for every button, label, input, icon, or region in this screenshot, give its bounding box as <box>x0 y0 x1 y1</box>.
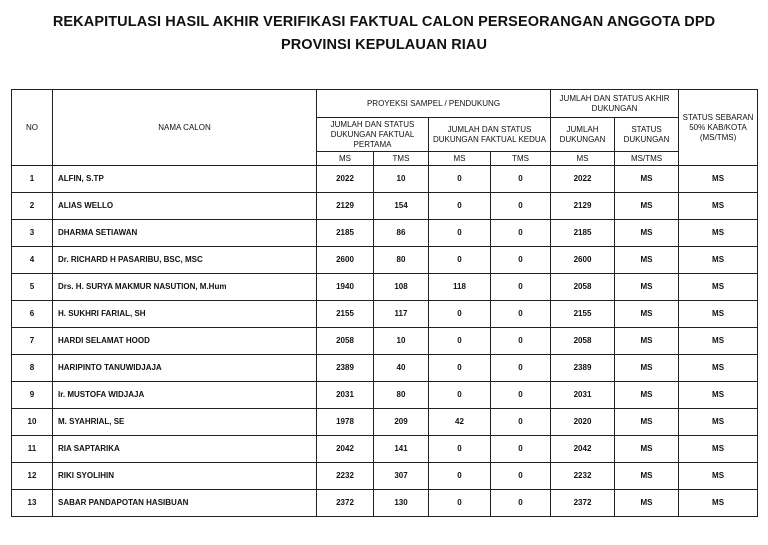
row-ms-kedua: 0 <box>429 220 491 247</box>
row-nama-calon: SABAR PANDAPOTAN HASIBUAN <box>53 490 317 517</box>
row-jumlah-dukungan: 2042 <box>551 436 615 463</box>
row-status-dukungan: MS <box>615 490 679 517</box>
row-status-dukungan: MS <box>615 355 679 382</box>
row-no: 6 <box>12 301 53 328</box>
row-ms-pertama: 2372 <box>317 490 374 517</box>
row-tms-kedua: 0 <box>491 409 551 436</box>
header-no: NO <box>12 90 53 166</box>
header-nama-calon: NAMA CALON <box>53 90 317 166</box>
table-row <box>12 382 758 409</box>
row-status-sebaran: MS <box>679 355 758 382</box>
row-tms-kedua: 0 <box>491 436 551 463</box>
row-no: 5 <box>12 274 53 301</box>
row-status-dukungan: MS <box>615 274 679 301</box>
row-jumlah-dukungan: 2129 <box>551 193 615 220</box>
row-tms-pertama: 80 <box>374 382 429 409</box>
row-ms-kedua: 0 <box>429 193 491 220</box>
row-tms-kedua: 0 <box>491 328 551 355</box>
row-nama-calon: ALFIN, S.TP <box>53 166 317 193</box>
row-tms-pertama: 154 <box>374 193 429 220</box>
row-tms-pertama: 117 <box>374 301 429 328</box>
row-tms-pertama: 10 <box>374 328 429 355</box>
row-ms-kedua: 0 <box>429 247 491 274</box>
row-jumlah-dukungan: 2031 <box>551 382 615 409</box>
table-row <box>12 355 758 382</box>
row-tms-kedua: 0 <box>491 220 551 247</box>
row-ms-pertama: 2058 <box>317 328 374 355</box>
table-row <box>12 193 758 220</box>
row-ms-pertama: 1940 <box>317 274 374 301</box>
row-ms-pertama: 2042 <box>317 436 374 463</box>
row-ms-kedua: 0 <box>429 166 491 193</box>
row-jumlah-dukungan: 2058 <box>551 328 615 355</box>
row-nama-calon: HARDI SELAMAT HOOD <box>53 328 317 355</box>
row-tms-pertama: 108 <box>374 274 429 301</box>
row-jumlah-dukungan: 2389 <box>551 355 615 382</box>
row-ms-kedua: 0 <box>429 463 491 490</box>
row-jumlah-dukungan: 2022 <box>551 166 615 193</box>
row-tms-kedua: 0 <box>491 166 551 193</box>
row-tms-kedua: 0 <box>491 382 551 409</box>
row-jumlah-dukungan: 2185 <box>551 220 615 247</box>
row-ms-pertama: 2185 <box>317 220 374 247</box>
row-ms-kedua: 0 <box>429 436 491 463</box>
row-nama-calon: RIKI SYOLIHIN <box>53 463 317 490</box>
row-status-sebaran: MS <box>679 166 758 193</box>
row-no: 13 <box>12 490 53 517</box>
row-ms-kedua: 0 <box>429 328 491 355</box>
row-tms-pertama: 307 <box>374 463 429 490</box>
row-tms-pertama: 40 <box>374 355 429 382</box>
row-tms-kedua: 0 <box>491 247 551 274</box>
row-ms-kedua: 118 <box>429 274 491 301</box>
table-row <box>12 409 758 436</box>
row-status-sebaran: MS <box>679 490 758 517</box>
row-ms-kedua: 0 <box>429 301 491 328</box>
row-status-dukungan: MS <box>615 301 679 328</box>
table-row <box>12 220 758 247</box>
row-tms-kedua: 0 <box>491 463 551 490</box>
row-tms-kedua: 0 <box>491 355 551 382</box>
row-status-dukungan: MS <box>615 463 679 490</box>
row-tms-kedua: 0 <box>491 301 551 328</box>
header-status-dukungan: STATUS DUKUNGAN <box>615 118 679 152</box>
recap-table <box>11 89 758 517</box>
row-nama-calon: Ir. MUSTOFA WIDJAJA <box>53 382 317 409</box>
document-title: REKAPITULASI HASIL AKHIR VERIFIKASI FAKTUAL CALON PERSEORANGAN ANGGOTA DPD <box>52 14 716 30</box>
row-status-sebaran: MS <box>679 409 758 436</box>
row-jumlah-dukungan: 2020 <box>551 409 615 436</box>
header-faktual-pertama: JUMLAH DAN STATUS DUKUNGAN FAKTUAL PERTAMA <box>317 118 429 152</box>
row-no: 11 <box>12 436 53 463</box>
row-ms-pertama: 1978 <box>317 409 374 436</box>
row-status-dukungan: MS <box>615 382 679 409</box>
row-ms-pertama: 2022 <box>317 166 374 193</box>
row-status-sebaran: MS <box>679 382 758 409</box>
row-tms-pertama: 209 <box>374 409 429 436</box>
row-tms-pertama: 86 <box>374 220 429 247</box>
row-nama-calon: Drs. H. SURYA MAKMUR NASUTION, M.Hum <box>53 274 317 301</box>
row-ms-pertama: 2129 <box>317 193 374 220</box>
row-no: 4 <box>12 247 53 274</box>
row-no: 12 <box>12 463 53 490</box>
header-ms-jumlah: MS <box>551 152 615 166</box>
row-jumlah-dukungan: 2155 <box>551 301 615 328</box>
header-ms-pertama: MS <box>317 152 374 166</box>
row-status-sebaran: MS <box>679 220 758 247</box>
table-row <box>12 301 758 328</box>
row-status-sebaran: MS <box>679 301 758 328</box>
row-ms-pertama: 2155 <box>317 301 374 328</box>
table-row <box>12 247 758 274</box>
row-tms-pertama: 130 <box>374 490 429 517</box>
row-no: 9 <box>12 382 53 409</box>
header-jumlah-dukungan: JUMLAH DUKUNGAN <box>551 118 615 152</box>
row-ms-pertama: 2232 <box>317 463 374 490</box>
row-no: 3 <box>12 220 53 247</box>
row-status-sebaran: MS <box>679 436 758 463</box>
row-ms-pertama: 2600 <box>317 247 374 274</box>
table-header <box>12 90 758 166</box>
row-no: 10 <box>12 409 53 436</box>
row-status-dukungan: MS <box>615 193 679 220</box>
row-nama-calon: Dr. RICHARD H PASARIBU, BSC, MSC <box>53 247 317 274</box>
row-status-dukungan: MS <box>615 166 679 193</box>
row-no: 7 <box>12 328 53 355</box>
row-status-sebaran: MS <box>679 247 758 274</box>
table-row <box>12 274 758 301</box>
row-status-sebaran: MS <box>679 193 758 220</box>
row-ms-pertama: 2389 <box>317 355 374 382</box>
row-status-dukungan: MS <box>615 220 679 247</box>
row-no: 8 <box>12 355 53 382</box>
row-jumlah-dukungan: 2372 <box>551 490 615 517</box>
row-status-sebaran: MS <box>679 274 758 301</box>
table-row <box>12 436 758 463</box>
row-nama-calon: ALIAS WELLO <box>53 193 317 220</box>
table-row <box>12 490 758 517</box>
header-ms-kedua: MS <box>429 152 491 166</box>
header-status-sebaran: STATUS SEBARAN 50% KAB/KOTA (MS/TMS) <box>679 90 758 166</box>
header-tms-pertama: TMS <box>374 152 429 166</box>
row-nama-calon: H. SUKHRI FARIAL, SH <box>53 301 317 328</box>
table-body <box>12 166 758 517</box>
row-tms-kedua: 0 <box>491 490 551 517</box>
row-tms-pertama: 141 <box>374 436 429 463</box>
row-status-dukungan: MS <box>615 247 679 274</box>
row-ms-kedua: 0 <box>429 490 491 517</box>
row-tms-pertama: 10 <box>374 166 429 193</box>
row-ms-kedua: 42 <box>429 409 491 436</box>
row-jumlah-dukungan: 2058 <box>551 274 615 301</box>
row-ms-pertama: 2031 <box>317 382 374 409</box>
row-status-sebaran: MS <box>679 463 758 490</box>
row-no: 1 <box>12 166 53 193</box>
row-status-sebaran: MS <box>679 328 758 355</box>
row-tms-kedua: 0 <box>491 193 551 220</box>
row-nama-calon: RIA SAPTARIKA <box>53 436 317 463</box>
row-ms-kedua: 0 <box>429 355 491 382</box>
row-tms-pertama: 80 <box>374 247 429 274</box>
row-nama-calon: M. SYAHRIAL, SE <box>53 409 317 436</box>
table-row <box>12 166 758 193</box>
table-row <box>12 463 758 490</box>
header-ms-tms: MS/TMS <box>615 152 679 166</box>
row-status-dukungan: MS <box>615 328 679 355</box>
row-no: 2 <box>12 193 53 220</box>
row-jumlah-dukungan: 2232 <box>551 463 615 490</box>
row-nama-calon: DHARMA SETIAWAN <box>53 220 317 247</box>
row-ms-kedua: 0 <box>429 382 491 409</box>
header-faktual-kedua: JUMLAH DAN STATUS DUKUNGAN FAKTUAL KEDUA <box>429 118 551 152</box>
document-subtitle: PROVINSI KEPULAUAN RIAU <box>280 37 488 53</box>
header-proyeksi-sampel: PROYEKSI SAMPEL / PENDUKUNG <box>317 90 551 118</box>
header-jumlah-status-akhir: JUMLAH DAN STATUS AKHIR DUKUNGAN <box>551 90 679 118</box>
table-row <box>12 328 758 355</box>
row-tms-kedua: 0 <box>491 274 551 301</box>
row-status-dukungan: MS <box>615 409 679 436</box>
row-jumlah-dukungan: 2600 <box>551 247 615 274</box>
row-status-dukungan: MS <box>615 436 679 463</box>
header-tms-kedua: TMS <box>491 152 551 166</box>
row-nama-calon: HARIPINTO TANUWIDJAJA <box>53 355 317 382</box>
